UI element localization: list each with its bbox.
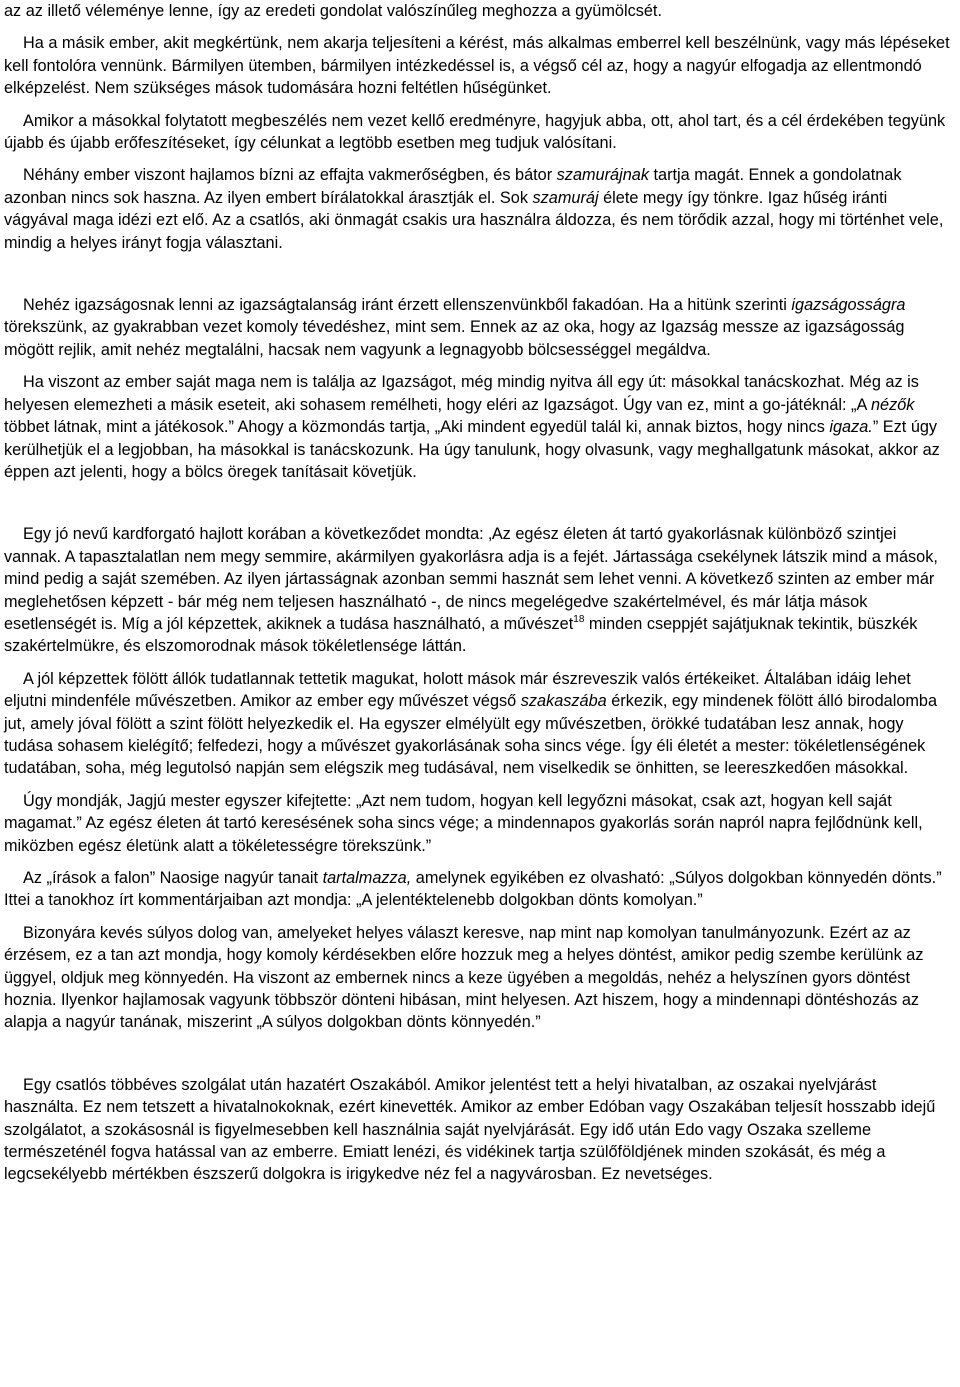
text-run: többet látnak, mint a játékosok.” Ahogy a közmondás tartja, „Aki mindent egyedül talál ki, annak biztos, hogy nincs: [4, 418, 830, 437]
paragraph: [4, 110, 954, 155]
text-run: Az „írások a falon” Naosige nagyúr tanait: [23, 869, 323, 887]
paragraph: [4, 0, 954, 22]
text-run: Néhány ember viszont hajlamos bízni az effajta vakmerőségben, és bátor: [23, 166, 557, 185]
text-run: Ha viszont az ember saját maga nem is találja az Igazságot, még mindig nyitva áll egy út: másokkal tanácskozhat. Még az is helyesen elemezheti a másik eseteit, aki sohasem remélheti, hogy eléri az Igazságot. Úgy van ez, mint a go-játéknál: „A: [4, 373, 919, 414]
section-gap: [4, 1044, 954, 1074]
document-section: [4, 0, 954, 254]
text-run: A jól képzettek fölött állók tudatlannak tettetik magukat, holott mások már észreveszik valós értékeiket. Általában idáig lehet eljutni mindenféle művészetben. Amikor az ember egy művészet végső: [4, 669, 911, 711]
paragraph: [4, 523, 954, 657]
section-gap: [4, 493, 954, 523]
paragraph: [4, 164, 954, 254]
text-run: tartja magát. Ennek a gondolatnak azonban nincs sok haszna. Az ilyen embert bírálatokkal árasztják el. Sok: [4, 166, 902, 207]
text-run: amelynek egyikében ez olvasható: „Súlyos dolgokban könnyedén dönts.” Ittei a tanokhoz írt kommentárjaiban azt mondja: „A jelentéktelenebb dolgokban dönts komolyan.”: [4, 869, 942, 910]
text-run: Bizonyára kevés súlyos dolog van, amelyeket helyes választ keresve, nap mint nap komolyan tanulmányozunk. Ezért az az érzésem, ez a tan azt mondja, hogy komoly kérdésekben előre hozzuk meg a helyes döntést, amikor pedig szembe kerülünk az üggyel, oldjuk meg könnyedén. Ha viszont az embernek nincs a keze ügyében a megoldás, nehéz a helyszínen gyors döntést hoznia. Ilyenkor hajlamosak vagyunk többször dönteni hibásan, mint helyesen. Azt hiszem, hogy a mindennapi döntéshozás az alapja a nagyúr tanának, miszerint „A súlyos dolgokban dönts könnyedén.”: [4, 923, 924, 1032]
paragraph: [4, 790, 954, 857]
text-run: Nehéz igazságosnak lenni az igazságtalanság iránt érzett ellenszenvünkből fakadóan. Ha a hitünk szerinti: [23, 296, 792, 315]
document-section: [4, 1074, 954, 1186]
paragraph: [4, 294, 954, 361]
italic-text: igazságosságra: [791, 296, 906, 315]
italic-text: nézők: [870, 395, 915, 414]
footnote-ref: 18: [573, 613, 585, 625]
paragraph: [4, 922, 954, 1034]
italic-text: igaza.: [829, 418, 873, 437]
text-run: Ha a másik ember, akit megkértünk, nem akarja teljesíteni a kérést, más alkalmas emberrel kell beszélnünk, vagy más lépéseket kell fontolóra vennünk. Bármilyen ütemben, bármilyen intézkedéssel is, a végső cél az, hogy a nagyúr elfogadja az ellentmondó elképzelést. Nem szükséges mások tudomására hozni feltétlen hűségünket.: [4, 34, 950, 98]
text-run: Egy csatlós többéves szolgálat után hazatért Oszakából. Amikor jelentést tett a helyi hivatalban, az oszakai nyelvjárást használta. Ez nem tetszett a hivatalnokoknak, ezért kinevették. Amikor az ember Edóban vagy Oszakában teljesít hosszabb idejű szolgálatot, a szokásosnál is figyelmesebben kell használnia saját nyelvjárását. Egy idő után Edo vagy Oszaka szelleme természeténél fogva hatással van az emberre. Emiatt lenézi, és vidékinek tartja szülőföldjének minden szokását, és még a legcsekélyebb mértékben észszerű dolgokra is irigykedve néz fel a nagyvárosban. Ez nevetséges.: [4, 1075, 936, 1184]
text-run: az az illető véleménye lenne, így az eredeti gondolat valószínűleg meghozza a gyümölcsét.: [4, 2, 662, 20]
text-run: minden cseppjét sajátjuknak tekintik, büszkék szakértelmükre, és elszomorodnak mások tökéletlensége láttán.: [4, 614, 918, 656]
paragraph: [4, 1074, 954, 1186]
document-section: [4, 294, 954, 483]
italic-text: tartalmazza,: [322, 869, 412, 887]
paragraph: [4, 32, 954, 99]
text-run: törekszünk, az gyakrabban vezet komoly tévedéshez, mint sem. Ennek az az oka, hogy az Igazság messze az igazságosság mögött rejlik, amit nehéz megtalálni, hacsak nem vagyunk a legnagyobb bölcsességgel megáldva.: [4, 318, 905, 359]
text-run: érkezik, egy mindenek fölött álló birodalomba jut, amely jóval fölött a szint fölött helyezkedik el. Ha egyszer elmélyült egy művészetben, örökké tudatában lesz annak, hogy tudása sohasem kielégítő; felfedezi, hogy a művészet gyakorlásának soha sincs vége. Így éli életét a mester: tökéletlenségének tudatában, soha, még legutolsó napján sem elégszik meg tudásával, nem viselkedik se önhitten, se leereszkedően másokkal.: [4, 692, 938, 778]
italic-text: szamurájnak: [556, 166, 649, 185]
document-section: [4, 523, 954, 1034]
section-gap: [4, 264, 954, 294]
paragraph: [4, 371, 954, 483]
paragraph: [4, 867, 954, 912]
italic-text: szakaszába: [520, 692, 607, 711]
text-run: ” Ezt úgy kerülhetjük el a legjobban, ha másokkal is tanácskozunk. Ha úgy tanulunk, hogy olvasunk, vagy meghallgatunk másokat, akkor az éppen azt jelenti, hogy a bölcs öregek tanításait követjük.: [4, 418, 940, 481]
text-run: Amikor a másokkal folytatott megbeszélés nem vezet kellő eredményre, hagyjuk abba, ott, ahol tart, és a cél érdekében tegyünk újabb és újabb erőfeszítéseket, így célunkat a legtöbb esetben meg tudjuk valósítani.: [4, 111, 946, 153]
italic-text: szamuráj: [532, 188, 599, 207]
text-run: Úgy mondják, Jagjú mester egyszer kifejtette: „Azt nem tudom, hogyan kell legyőzni másokat, csak azt, hogyan kell saját magamat.” Az egész életen át tartó keresésének soha sincs vége; a mindennapos gyakorlás során napról napra fejlődnünk kell, miközben egész életünk alatt a tökéletességre törekszünk.”: [4, 791, 923, 855]
text-run: élete megy így tönkre. Igaz hűség iránti vágyával maga idézi ezt elő. Az a csatlós, aki önmagát csakis ura használra áldozza, és nem törődik azzal, hogy mi történhet vele, mindig a helyes irányt fogja választani.: [4, 188, 944, 252]
paragraph: [4, 668, 954, 780]
text-run: Egy jó nevű kardforgató hajlott korában a következődet mondta: ‚Az egész életen át tartó gyakorlásnak különböző szintjei vannak. A tapasztalatlan nem megy semmire, akármilyen gyakorlásra adja is a fejét. Jártassága csekélynek látszik mind a mások, mind pedig a saját szemében. Az ilyen jártasságnak azonban semmi hasznát sem lehet venni. A következő szinten az ember már meglehetősen képzett - bár még nem teljesen használható -, de nincs megelégedve szakértelmével, és már látja mások esetlenségét is. Míg a jól képzettek, akiknek a tudása használható, a művészet: [4, 525, 938, 633]
